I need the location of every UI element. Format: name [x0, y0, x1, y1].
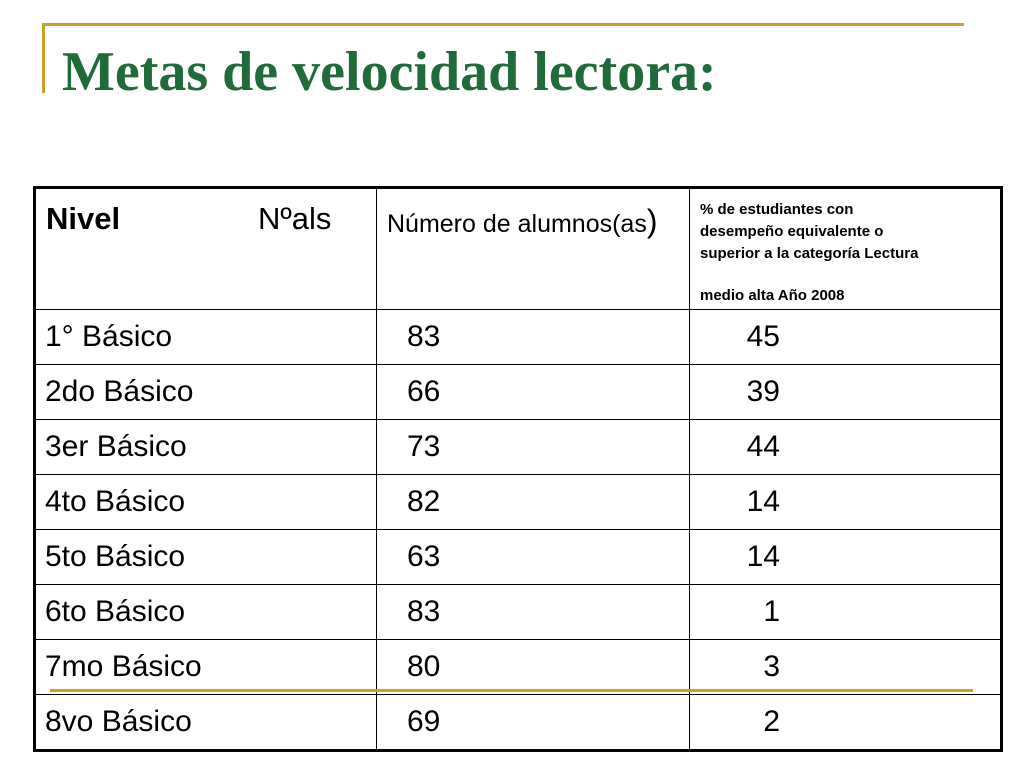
table-row: [35, 530, 1002, 585]
cell-porcentaje: 14: [690, 475, 1002, 530]
cell-alumnos: 80: [377, 640, 690, 695]
cell-porcentaje: 45: [690, 310, 1002, 365]
frame-top-rule: [42, 23, 964, 26]
cell-alumnos: 66: [377, 365, 690, 420]
header-nivel: Nivel: [46, 201, 121, 236]
cell-porcentaje: 14: [690, 530, 1002, 585]
table-row: [35, 310, 1002, 365]
cell-alumnos: 69: [377, 695, 690, 751]
cell-porcentaje: 3: [690, 640, 1002, 695]
table-header-row: [35, 188, 1002, 310]
header-porcentaje-line3: superior a la categoría Lectura: [700, 245, 919, 262]
cell-alumnos: 82: [377, 475, 690, 530]
cell-porcentaje: 39: [690, 365, 1002, 420]
cell-alumnos: 73: [377, 420, 690, 475]
header-cell-alumnos: [377, 188, 690, 310]
header-porcentaje-line4: medio alta Año 2008: [700, 287, 845, 304]
table-row: [35, 475, 1002, 530]
cell-alumnos: 83: [377, 585, 690, 640]
cell-nivel: 4to Básico: [35, 475, 377, 530]
header-cell-porcentaje: [690, 188, 1002, 310]
cell-porcentaje: 2: [690, 695, 1002, 751]
table-row: [35, 365, 1002, 420]
cell-porcentaje: 1: [690, 585, 1002, 640]
table-row: [35, 695, 1002, 751]
frame-left-rule: [42, 23, 45, 93]
table-row: [35, 585, 1002, 640]
reading-goals-table: [33, 186, 1003, 752]
cell-nivel: 3er Básico: [35, 420, 377, 475]
cell-nivel: 8vo Básico: [35, 695, 377, 751]
cell-alumnos: 83: [377, 310, 690, 365]
header-cell-nivel: [35, 188, 377, 310]
bottom-accent-rule: [50, 689, 973, 692]
cell-alumnos: 63: [377, 530, 690, 585]
cell-porcentaje: 44: [690, 420, 1002, 475]
slide-title: Metas de velocidad lectora:: [62, 41, 717, 103]
table-row: [35, 640, 1002, 695]
header-porcentaje-line1: % de estudiantes con: [700, 201, 854, 218]
cell-nivel: 1° Básico: [35, 310, 377, 365]
header-alumnos: Número de alumnos(as: [387, 210, 647, 238]
cell-nivel: 2do Básico: [35, 365, 377, 420]
header-nals: Nºals: [258, 201, 332, 236]
cell-nivel: 5to Básico: [35, 530, 377, 585]
cell-nivel: 6to Básico: [35, 585, 377, 640]
header-alumnos-paren: ): [646, 203, 658, 239]
reading-goals-table-wrap: [33, 186, 1003, 752]
table-row: [35, 420, 1002, 475]
header-porcentaje-line2: desempeño equivalente o: [700, 223, 884, 240]
cell-nivel: 7mo Básico: [35, 640, 377, 695]
